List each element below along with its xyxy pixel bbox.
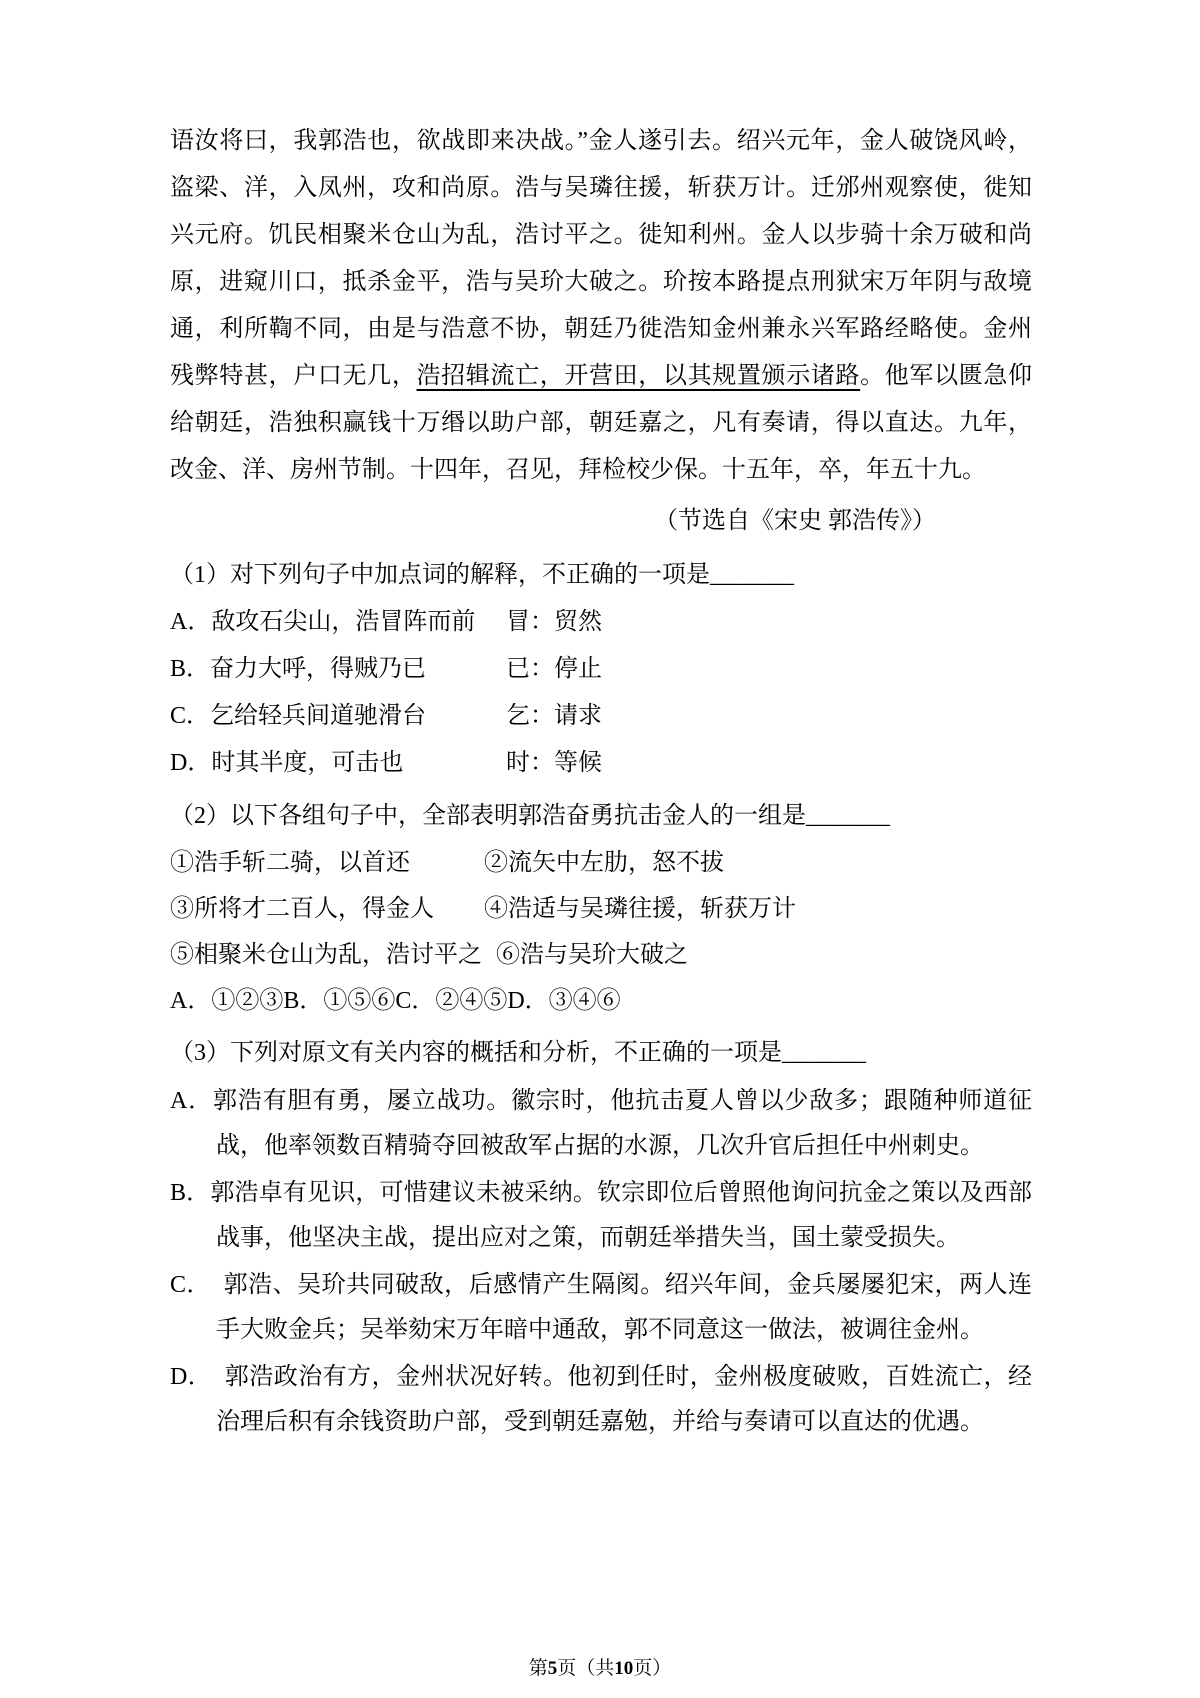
question-2-sentence-pair-3 xyxy=(170,932,1032,978)
question-3-stem: （3）下列对原文有关内容的概括和分析，不正确的一项是_______ xyxy=(170,1040,866,1066)
question-3-option-c xyxy=(170,1263,1032,1353)
question-2-answer-choices: A．①②③B．①⑤⑥C．②④⑤D．③④⑥ xyxy=(170,988,621,1014)
option-gloss: 乞：请求 xyxy=(506,703,602,729)
question-1-stem: （1）对下列句子中加点词的解释，不正确的一项是_______ xyxy=(170,562,794,588)
sentence-item: ②流矢中左肋，怒不拔 xyxy=(484,850,724,876)
page-footer xyxy=(0,1653,1200,1680)
footer-text: 页） xyxy=(633,1658,672,1679)
option-label: C． xyxy=(170,1272,224,1298)
option-text: 郭浩卓有见识，可惜建议未被采纳。钦宗即位后曾照他询问抗金之策以及西部战事，他坚决主战，提出应对之策，而朝廷举措失当，国土蒙受损失。 xyxy=(210,1180,1032,1251)
sentence-item: ①浩手斩二骑，以首还 xyxy=(170,850,410,876)
option-gloss: 时：等候 xyxy=(506,750,602,776)
option-label: B． xyxy=(170,1180,211,1206)
option-phrase: C．乞给轻兵间道驰滑台 xyxy=(170,703,427,729)
question-1-option-c xyxy=(170,693,1032,740)
question-3-option-d xyxy=(170,1355,1032,1445)
question-3-option-a xyxy=(170,1079,1032,1169)
passage-text-after-underline: 。他军以匮急仰给朝廷，浩独积赢钱十万缗以助户部，朝廷嘉之，凡有奏请，得以直达。九年，改金、洋、房州节制。十四年，召见，拜检校少保。十五年，卒，年五十九。 xyxy=(170,363,1033,483)
footer-total-pages: 10 xyxy=(614,1658,634,1679)
option-gloss: 冒：贸然 xyxy=(506,609,602,635)
option-phrase: D．时其半度，可击也 xyxy=(170,750,404,776)
option-phrase: A．敌攻石尖山，浩冒阵而前 xyxy=(170,609,476,635)
footer-text: 第 xyxy=(528,1658,548,1679)
passage-paragraph xyxy=(170,118,1032,494)
footer-page-number: 5 xyxy=(547,1658,558,1679)
question-1-option-b xyxy=(170,646,1032,693)
passage-text-underlined: 浩招辑流亡，开营田，以其规置颁示诸路 xyxy=(416,363,861,389)
question-3-option-b xyxy=(170,1171,1032,1261)
footer-text: 页（共 xyxy=(557,1658,615,1679)
option-gloss: 已：停止 xyxy=(506,656,602,682)
sentence-item: ⑥浩与吴玠大破之 xyxy=(496,942,688,968)
sentence-item: ③所将才二百人，得金人 xyxy=(170,896,434,922)
passage-text-before-underline: 语汝将曰，我郭浩也，欲战即来决战。”金人遂引去。绍兴元年，金人破饶风岭，盗梁、洋，入凤州，攻和尚原。浩与吴璘往援，斩获万计。迁邠州观察使，徙知兴元府。饥民相聚米仓山为乱，浩讨平之。徙知利州。金人以步骑十余万破和尚原，进窥川口，抵杀金平，浩与吴玠大破之。玠按本路提点刑狱宋万年阴与敌境通，利所鞫不同，由是与浩意不协，朝廷乃徙浩知金州兼永兴军路经略使。金州残弊特甚，户口无几， xyxy=(170,128,1032,389)
passage-source-attribution: （节选自《宋史 郭浩传》） xyxy=(654,508,936,534)
sentence-item: ④浩适与吴璘往援，斩获万计 xyxy=(484,896,796,922)
question-1-option-d xyxy=(170,740,1032,787)
question-2-sentence-pair-2 xyxy=(170,886,1032,932)
option-label: D． xyxy=(170,1364,225,1390)
option-text: 郭浩政治有方，金州状况好转。他初到任时，金州极度破败，百姓流亡，经治理后积有余钱资助户部，受到朝廷嘉勉，并给与奏请可以直达的优遇。 xyxy=(216,1364,1032,1435)
sentence-item: ⑤相聚米仓山为乱，浩讨平之 xyxy=(170,942,482,968)
question-2-sentence-pair-1 xyxy=(170,840,1032,886)
option-phrase: B．奋力大呼，得贼乃已 xyxy=(170,656,427,682)
option-text: 郭浩有胆有勇，屡立战功。徽宗时，他抗击夏人曾以少敌多；跟随种师道征战，他率领数百精骑夺回被敌军占据的水源，几次升官后担任中州刺史。 xyxy=(213,1088,1032,1159)
option-text: 郭浩、吴玠共同破敌，后感情产生隔阂。绍兴年间，金兵屡屡犯宋，两人连手大败金兵；吴举劾宋万年暗中通敌，郭不同意这一做法，被调往金州。 xyxy=(216,1272,1033,1343)
option-label: A． xyxy=(170,1088,214,1114)
question-1-option-a xyxy=(170,599,1032,646)
question-2-stem: （2）以下各组句子中，全部表明郭浩奋勇抗击金人的一组是_______ xyxy=(170,803,890,829)
